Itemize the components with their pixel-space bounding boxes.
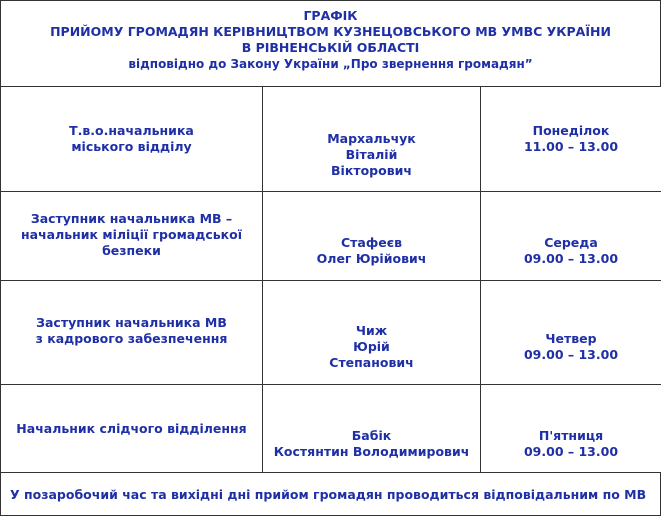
header-region: В РІВНЕНСЬКІЙ ОБЛАСТІ xyxy=(241,40,420,55)
schedule-cell xyxy=(481,385,661,473)
position-cell xyxy=(1,87,263,192)
position-text: Заступник начальника МВ з кадрового забезпечення xyxy=(35,315,228,346)
footer-note xyxy=(0,472,661,516)
reception-time: Середа 09.00 – 13.00 xyxy=(523,235,619,266)
schedule-table xyxy=(0,86,661,473)
schedule-cell xyxy=(481,87,661,192)
table-row xyxy=(1,281,661,385)
position-cell xyxy=(1,385,263,473)
schedule-cell xyxy=(481,281,661,385)
table-row xyxy=(1,87,661,192)
position-text: Начальник слідчого відділення xyxy=(16,421,247,436)
official-name: Чиж Юрій Степанович xyxy=(329,323,414,370)
name-cell xyxy=(263,192,481,281)
table-row xyxy=(1,192,661,281)
reception-time: П'ятниця 09.00 – 13.00 xyxy=(523,428,619,459)
reception-time: Понеділок 11.00 – 13.00 xyxy=(523,123,619,154)
position-cell xyxy=(1,192,263,281)
name-cell xyxy=(263,87,481,192)
schedule-header xyxy=(0,0,661,86)
header-law-reference: відповідно до Закону України „Про звернення громадян” xyxy=(128,57,533,71)
position-text: Т.в.о.начальника міського відділу xyxy=(69,123,194,154)
official-name: Стафеєв Олег Юрійович xyxy=(316,235,427,266)
reception-time: Четвер 09.00 – 13.00 xyxy=(523,331,619,362)
header-title: ГРАФІК xyxy=(303,8,358,23)
name-cell xyxy=(263,281,481,385)
name-cell xyxy=(263,385,481,473)
footer-text: У позаробочий час та вихідні дні прийом громадян проводиться відповідальним по МВ xyxy=(10,487,647,502)
header-subtitle: ПРИЙОМУ ГРОМАДЯН КЕРІВНИЦТВОМ КУЗНЕЦОВСЬКОГО МВ УМВС УКРАЇНИ xyxy=(50,24,611,39)
table-row xyxy=(1,385,661,473)
position-text: Заступник начальника МВ – начальник міліції громадської безпеки xyxy=(21,211,242,258)
official-name: Бабік Костянтин Володимирович xyxy=(273,428,470,459)
position-cell xyxy=(1,281,263,385)
official-name: Мархальчук Віталій Вікторович xyxy=(327,131,416,178)
schedule-cell xyxy=(481,192,661,281)
